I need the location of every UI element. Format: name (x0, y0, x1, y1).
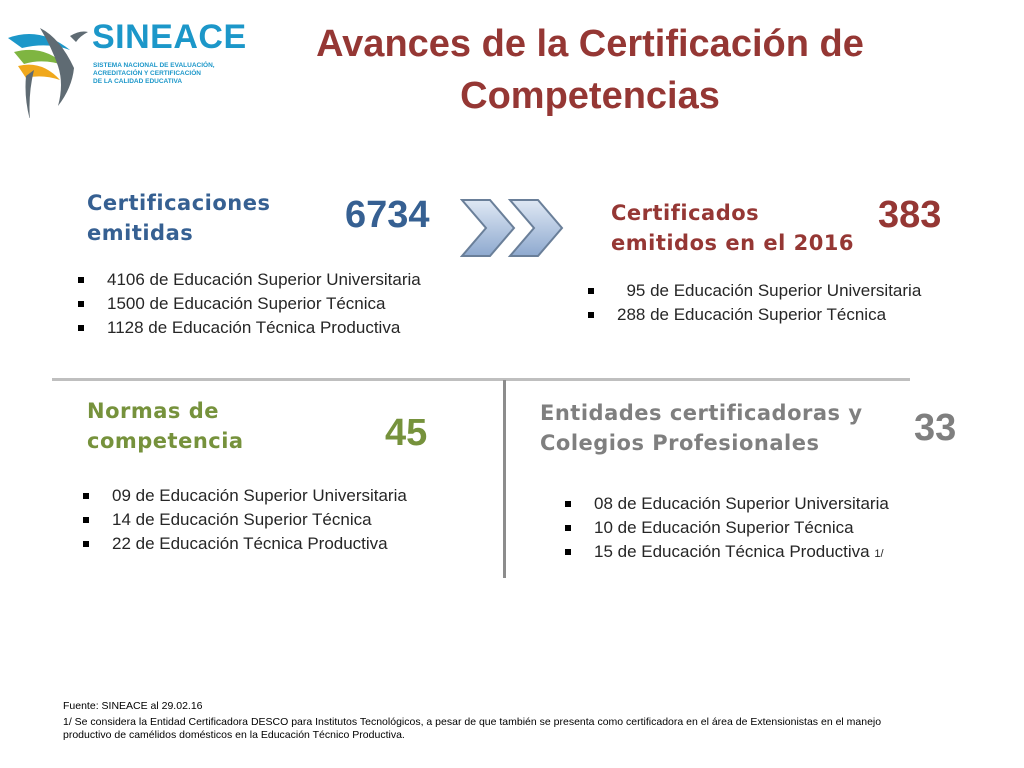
footnote-mark: 1/ (874, 548, 884, 560)
certificaciones-value: 6734 (345, 194, 430, 236)
certificados-2016-list (585, 279, 921, 327)
list-item: 08 de Educación Superior Universitaria (562, 492, 889, 516)
entidades-label: Entidades certificadoras y Colegios Profesionales (540, 401, 863, 455)
list-item: 1500 de Educación Superior Técnica (75, 292, 421, 316)
logo-name: SINEACE (92, 18, 247, 56)
list-item: 09 de Educación Superior Universitaria (80, 484, 407, 508)
entidades-value: 33 (914, 407, 957, 449)
normas-label: Normas de competencia (87, 399, 244, 453)
list-item: 10 de Educación Superior Técnica (562, 516, 889, 540)
list-item: 15 de Educación Técnica Productiva 1/ (562, 540, 889, 566)
list-item: 288 de Educación Superior Técnica (585, 303, 921, 327)
certificados-2016-label: Certificados emitidos en el 2016 (611, 201, 855, 255)
normas-list (80, 484, 407, 556)
list-item: 1128 de Educación Técnica Productiva (75, 316, 421, 340)
double-chevron-icon (460, 196, 570, 265)
list-item: 22 de Educación Técnica Productiva (80, 532, 407, 556)
normas-value: 45 (385, 412, 428, 454)
sineace-logo-mark (0, 8, 95, 118)
list-item: 95 de Educación Superior Universitaria (585, 279, 921, 303)
source-note: Fuente: SINEACE al 29.02.16 (63, 700, 203, 712)
horizontal-divider (52, 378, 910, 381)
certificados-2016-value: 383 (878, 194, 942, 236)
certificaciones-label: Certificaciones emitidas (87, 191, 271, 245)
vertical-divider (503, 380, 506, 578)
list-item: 4106 de Educación Superior Universitaria (75, 268, 421, 292)
entidades-list (562, 492, 889, 566)
certificaciones-list (75, 268, 421, 340)
list-item: 14 de Educación Superior Técnica (80, 508, 407, 532)
page-title: Avances de la Certificación de Competencias (316, 23, 864, 117)
logo-subtitle: SISTEMA NACIONAL DE EVALUACIÓN, ACREDITACIÓN Y CERTIFICACIÓN DE LA CALIDAD EDUCATIVA (93, 62, 215, 85)
footnote: 1/ Se considera la Entidad Certificadora DESCO para Institutos Tecnológicos, a pesar de que también se presenta como certificadora en el área de Extensionistas en el manejo productivo de camélidos domésticos en la Educación Técnico Productiva. (63, 716, 882, 741)
